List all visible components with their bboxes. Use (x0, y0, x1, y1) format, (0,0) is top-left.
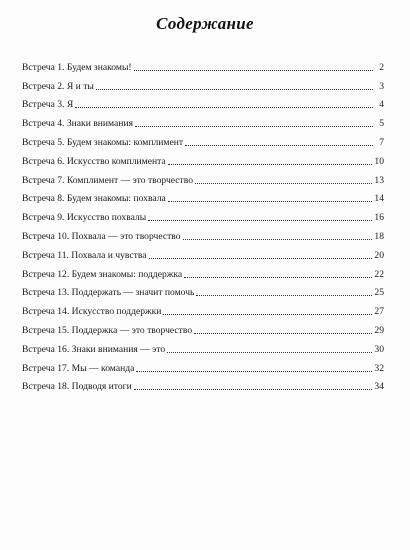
toc-entry-page: 7 (379, 136, 384, 148)
toc-entry-page: 10 (374, 155, 384, 167)
dot-leader (135, 125, 373, 127)
toc-entry-label: Встреча 17. Мы — команда (22, 362, 135, 374)
dot-leader (168, 200, 373, 202)
toc-entry (22, 355, 384, 374)
toc-entry (22, 242, 384, 261)
toc-entry-label: Встреча 12. Будем знакомы: поддержка (22, 268, 183, 280)
toc-entry-page: 32 (374, 362, 384, 374)
toc-entry (22, 129, 384, 148)
toc-entry-page: 18 (374, 230, 384, 242)
toc-entry-page: 22 (374, 268, 384, 280)
toc-entry-label: Встреча 6. Искусство комплимента (22, 155, 166, 167)
toc-entry (22, 317, 384, 336)
dot-leader (185, 144, 373, 146)
toc-entry (22, 167, 384, 186)
toc-entry (22, 92, 384, 111)
toc-entry-label: Встреча 8. Будем знакомы: похвала (22, 193, 166, 205)
toc-entry-page: 14 (374, 193, 384, 205)
toc-entry-label: Встреча 13. Поддержать — значит помочь (22, 287, 195, 299)
dot-leader (96, 88, 373, 90)
toc-entry (22, 148, 384, 167)
toc-entry (22, 73, 384, 92)
toc-list (22, 54, 384, 392)
toc-entry-label: Встреча 9. Искусство похвалы (22, 212, 147, 224)
dot-leader (134, 69, 373, 71)
toc-entry-page: 27 (374, 306, 384, 318)
dot-leader (148, 219, 372, 221)
toc-entry-label: Встреча 11. Похвала и чувства (22, 249, 147, 261)
toc-entry (22, 280, 384, 299)
toc-entry-page: 2 (379, 61, 384, 73)
toc-entry-label: Встреча 4. Знаки внимания (22, 118, 133, 130)
toc-entry-label: Встреча 15. Поддержка — это творчество (22, 324, 193, 336)
toc-entry-label: Встреча 2. Я и ты (22, 80, 94, 92)
dot-leader (75, 106, 373, 108)
dot-leader (167, 351, 372, 353)
toc-entry (22, 223, 384, 242)
toc-entry-label: Встреча 3. Я (22, 99, 74, 111)
toc-entry (22, 298, 384, 317)
toc-entry-page: 5 (379, 118, 384, 130)
dot-leader (163, 313, 372, 315)
page-title: Содержание (156, 14, 254, 33)
toc-entry-page: 29 (374, 324, 384, 336)
dot-leader (194, 332, 372, 334)
toc-entry-label: Встреча 16. Знаки внимания — это (22, 343, 166, 355)
toc-entry-label: Встреча 14. Искусство поддержки (22, 306, 162, 318)
toc-entry-label: Встреча 7. Комплимент — это творчество (22, 174, 193, 186)
toc-entry (22, 261, 384, 280)
toc-entry (22, 374, 384, 393)
toc-entry-page: 20 (374, 249, 384, 261)
dot-leader (195, 182, 372, 184)
toc-entry (22, 336, 384, 355)
toc-entry (22, 186, 384, 205)
toc-entry-page: 13 (374, 174, 384, 186)
dot-leader (196, 294, 372, 296)
toc-entry-page: 30 (374, 343, 384, 355)
dot-leader (149, 257, 373, 259)
toc-entry-label: Встреча 1. Будем знакомы! (22, 61, 132, 73)
toc-entry (22, 110, 384, 129)
toc-entry (22, 204, 384, 223)
dot-leader (134, 388, 373, 390)
toc-entry-page: 3 (379, 80, 384, 92)
dot-leader (184, 276, 372, 278)
toc-entry-page: 34 (374, 381, 384, 393)
toc-entry-label: Встреча 18. Подводя итоги (22, 381, 132, 393)
dot-leader (168, 163, 373, 165)
toc-entry-page: 16 (374, 212, 384, 224)
toc-entry-label: Встреча 10. Похвала — это творчество (22, 230, 181, 242)
toc-entry-page: 4 (379, 99, 384, 111)
dot-leader (183, 238, 373, 240)
toc-entry-page: 25 (374, 287, 384, 299)
toc-entry (22, 54, 384, 73)
toc-entry-label: Встреча 5. Будем знакомы: комплимент (22, 136, 184, 148)
dot-leader (136, 370, 372, 372)
